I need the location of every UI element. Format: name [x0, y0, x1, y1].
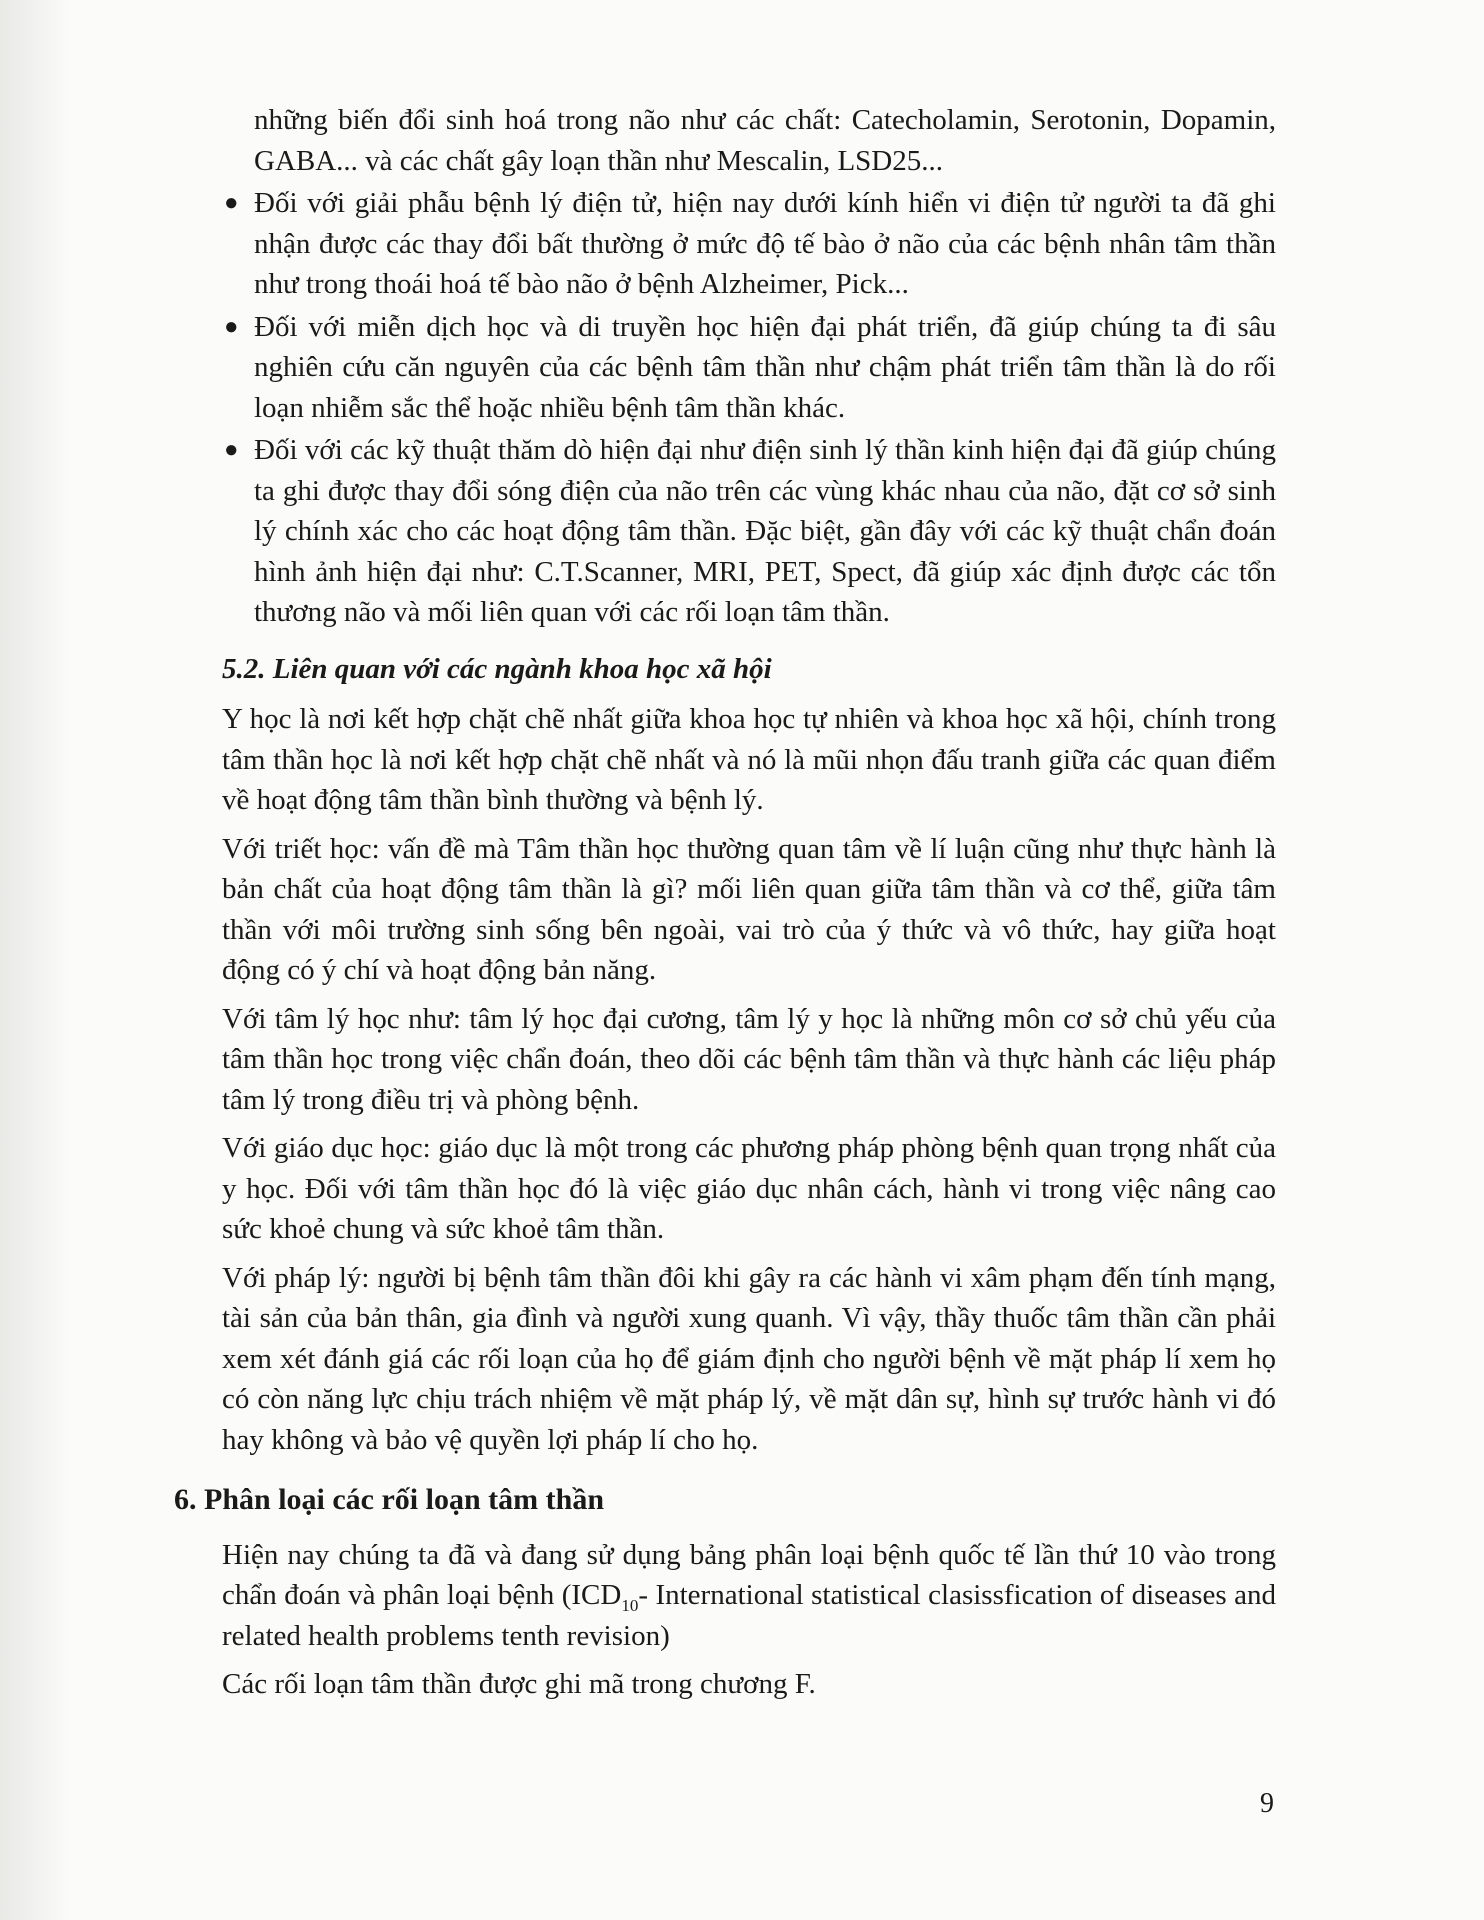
bullet-list [222, 183, 1276, 633]
bullet-dot-icon: ● [224, 313, 239, 340]
subsection-title: 5.2. Liên quan với các ngành khoa học xã hội [222, 652, 772, 685]
section-paragraph [222, 1535, 1276, 1657]
bullet-text: Đối với miễn dịch học và di truyền học hiện đại phát triển, đã giúp chúng ta đi sâu nghiên cứu căn nguyên của các bệnh tâm thần như chậm phát triển tâm thần là do rối loạn nhiễm sắc thể hoặc nhiều bệnh tâm thần khác. [254, 310, 1276, 424]
bullet-text: Đối với giải phẫu bệnh lý điện tử, hiện nay dưới kính hiển vi điện tử người ta đã ghi nhận được các thay đổi bất thường ở mức độ tế bào ở não của các bệnh nhân tâm thần như trong thoái hoá tế bào não ở bệnh Alzheimer, Pick... [254, 187, 1276, 300]
icd-subscript: 10 [621, 1595, 639, 1615]
bullet-dot-icon: ● [224, 437, 239, 463]
bullet-dot-icon: ● [224, 190, 239, 216]
bullet-item [222, 430, 1276, 633]
section-title: 6. Phân loại các rối loạn tâm thần [174, 1483, 605, 1516]
paragraph: Với tâm lý học như: tâm lý học đại cương, tâm lý y học là những môn cơ sở chủ yếu của tâm thần học trong việc chẩn đoán, theo dõi các bệnh tâm thần và thực hành các liệu pháp tâm lý trong điều trị và phòng bệnh. [222, 1002, 1276, 1116]
paragraph: Với giáo dục học: giáo dục là một trong các phương pháp phòng bệnh quan trọng nhất của y học. Đối với tâm thần học đó là việc giáo dục nhân cách, hành vi trong việc nâng cao sức khoẻ chung và sức khoẻ tâm thần. [222, 1132, 1276, 1245]
paragraph: Với pháp lý: người bị bệnh tâm thần đôi khi gây ra các hành vi xâm phạm đến tính mạng, tài sản của bản thân, gia đình và người xung quanh. Vì vậy, thầy thuốc tâm thần cần phải xem xét đánh giá các rối loạn của họ để giám định cho người bệnh về mặt pháp lí xem họ có còn năng lực chịu trách nhiệm về mặt pháp lý, về mặt dân sự, hình sự trước hành vi đó hay không và bảo vệ quyền lợi pháp lí cho họ. [222, 1261, 1276, 1456]
bullet-text: Đối với các kỹ thuật thăm dò hiện đại như điện sinh lý thần kinh hiện đại đã giúp chúng ta ghi được thay đổi sóng điện của não trên các vùng khác nhau của não, đặt cơ sở sinh lý chính xác cho các hoạt động tâm thần. Đặc biệt, gần đây với các kỹ thuật chẩn đoán hình ảnh hiện đại như: C.T.Scanner, MRI, PET, Spect, đã giúp xác định được các tổn thương não và mối liên quan với các rối loạn tâm thần. [254, 434, 1276, 628]
page-content [174, 100, 1276, 1713]
section-paragraph-text: Hiện nay chúng ta đã và đang sử dụng bảng phân loại bệnh quốc tế lần thứ 10 vào trong chẩn đoán và phân loại bệnh (ICD [222, 1538, 1276, 1611]
page-number: 9 [1260, 1788, 1274, 1819]
paragraph: Y học là nơi kết hợp chặt chẽ nhất giữa khoa học tự nhiên và khoa học xã hội, chính trong tâm thần học là nơi kết hợp chặt chẽ nhất và nó là mũi nhọn đấu tranh giữa các quan điểm về hoạt động tâm thần bình thường và bệnh lý. [222, 703, 1276, 816]
paragraph: Với triết học: vấn đề mà Tâm thần học thường quan tâm về lí luận cũng như thực hành là bản chất của hoạt động tâm thần là gì? mối liên quan giữa tâm thần và cơ thể, giữa tâm thần với môi trường sinh sống bên ngoài, vai trò của ý thức và vô thức, hay giữa hoạt động có ý chí và hoạt động bản năng. [222, 832, 1276, 986]
bullet-item [222, 307, 1276, 429]
section-paragraph: Các rối loạn tâm thần được ghi mã trong chương F. [222, 1668, 816, 1700]
intro-continuation: những biến đổi sinh hoá trong não như các chất: Catecholamin, Serotonin, Dopamin, GABA... và các chất gây loạn thần như Mescalin, LSD25... [254, 104, 1276, 177]
section-paragraph-text-cont: - International statistical clasissfication of diseases and related health problems tenth revision) [222, 1579, 1276, 1652]
page-binding-shadow [0, 0, 70, 1920]
bullet-item [222, 183, 1276, 305]
